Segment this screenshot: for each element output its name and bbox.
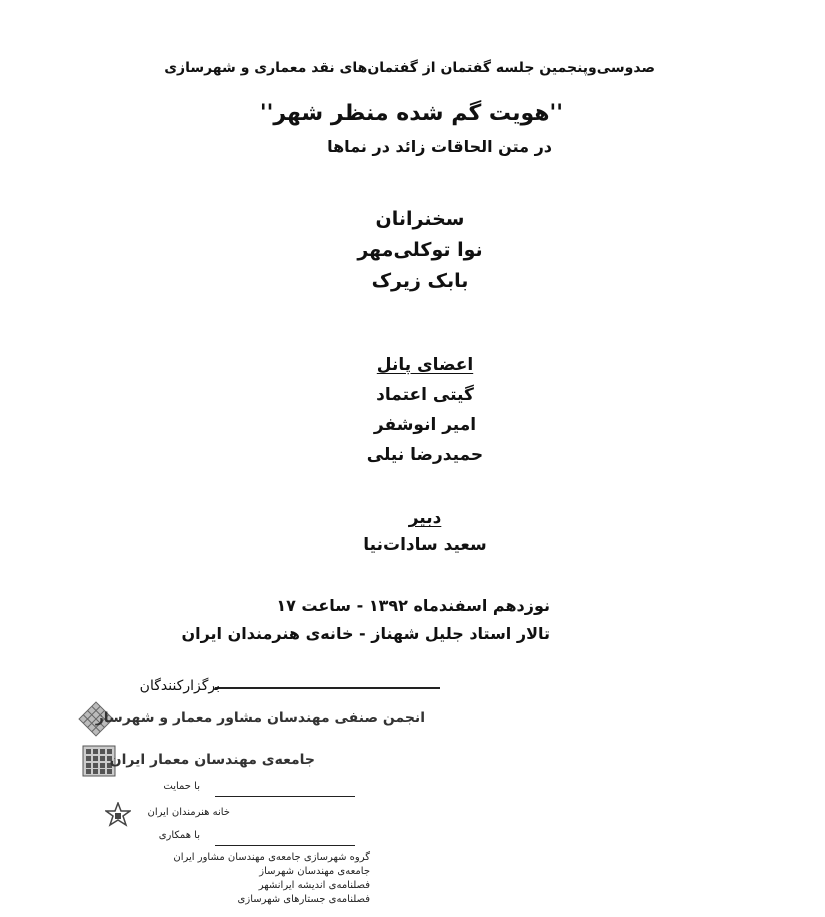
- speaker-name: نوا توکلی‌مهر: [357, 239, 483, 261]
- collaboration-label: با همکاری: [158, 830, 200, 841]
- divider-line: [215, 687, 440, 689]
- organizer-name: جامعه‌ی مهندسان معمار ایران: [109, 752, 315, 768]
- event-subtitle: در متن الحاقات زائد در نماها: [327, 137, 552, 156]
- divider-line: [215, 845, 355, 846]
- panel-block: [340, 350, 510, 470]
- collaboration-list: [173, 851, 370, 907]
- divider-line: [215, 796, 355, 797]
- event-venue: تالار استاد جلیل شهناز - خانه‌ی هنرمندان ایران: [181, 624, 550, 643]
- panel-member-name: امیر انوشفر: [373, 415, 477, 435]
- panel-heading: اعضای پانل: [376, 355, 474, 375]
- panel-member-name: گیتی اعتماد: [376, 385, 474, 405]
- organizer-name: انجمن صنفی مهندسان مشاور معمار و شهرساز: [95, 710, 425, 726]
- collaborator-item: فصلنامه‌ی جستارهای شهرسازی: [237, 894, 370, 905]
- speakers-heading: سخنرانان: [375, 208, 465, 230]
- moderator-heading: دبیر: [408, 508, 442, 528]
- event-title: ''هویت گم شده منظر شهر'': [259, 101, 563, 126]
- panel-member-name: حمیدرضا نیلی: [366, 445, 484, 465]
- artists-house-logo-icon: [105, 802, 131, 828]
- support-organization: خانه هنرمندان ایران: [147, 807, 230, 818]
- collaborator-item: جامعه‌ی مهندسان شهرساز: [259, 866, 370, 877]
- speaker-name: بابک زیرک: [371, 270, 469, 292]
- event-date: نوزدهم اسفندماه ۱۳۹۲ - ساعت ۱۷: [276, 596, 550, 615]
- moderator-name: سعید سادات‌نیا: [363, 535, 487, 555]
- collaborator-item: گروه شهرسازی جامعه‌ی مهندسان مشاور ایران: [173, 852, 370, 863]
- support-label: با حمایت: [163, 781, 200, 792]
- series-caption: صدوسی‌وپنجمین جلسه گفتمان از گفتمان‌های نقد معماری و شهرسازی: [164, 60, 655, 76]
- moderator-block: [345, 505, 505, 559]
- speakers-block: [330, 204, 510, 297]
- organizers-label: برگزارکنندگان: [139, 678, 220, 694]
- collaborator-item: فصلنامه‌ی اندیشه ایرانشهر: [258, 880, 370, 891]
